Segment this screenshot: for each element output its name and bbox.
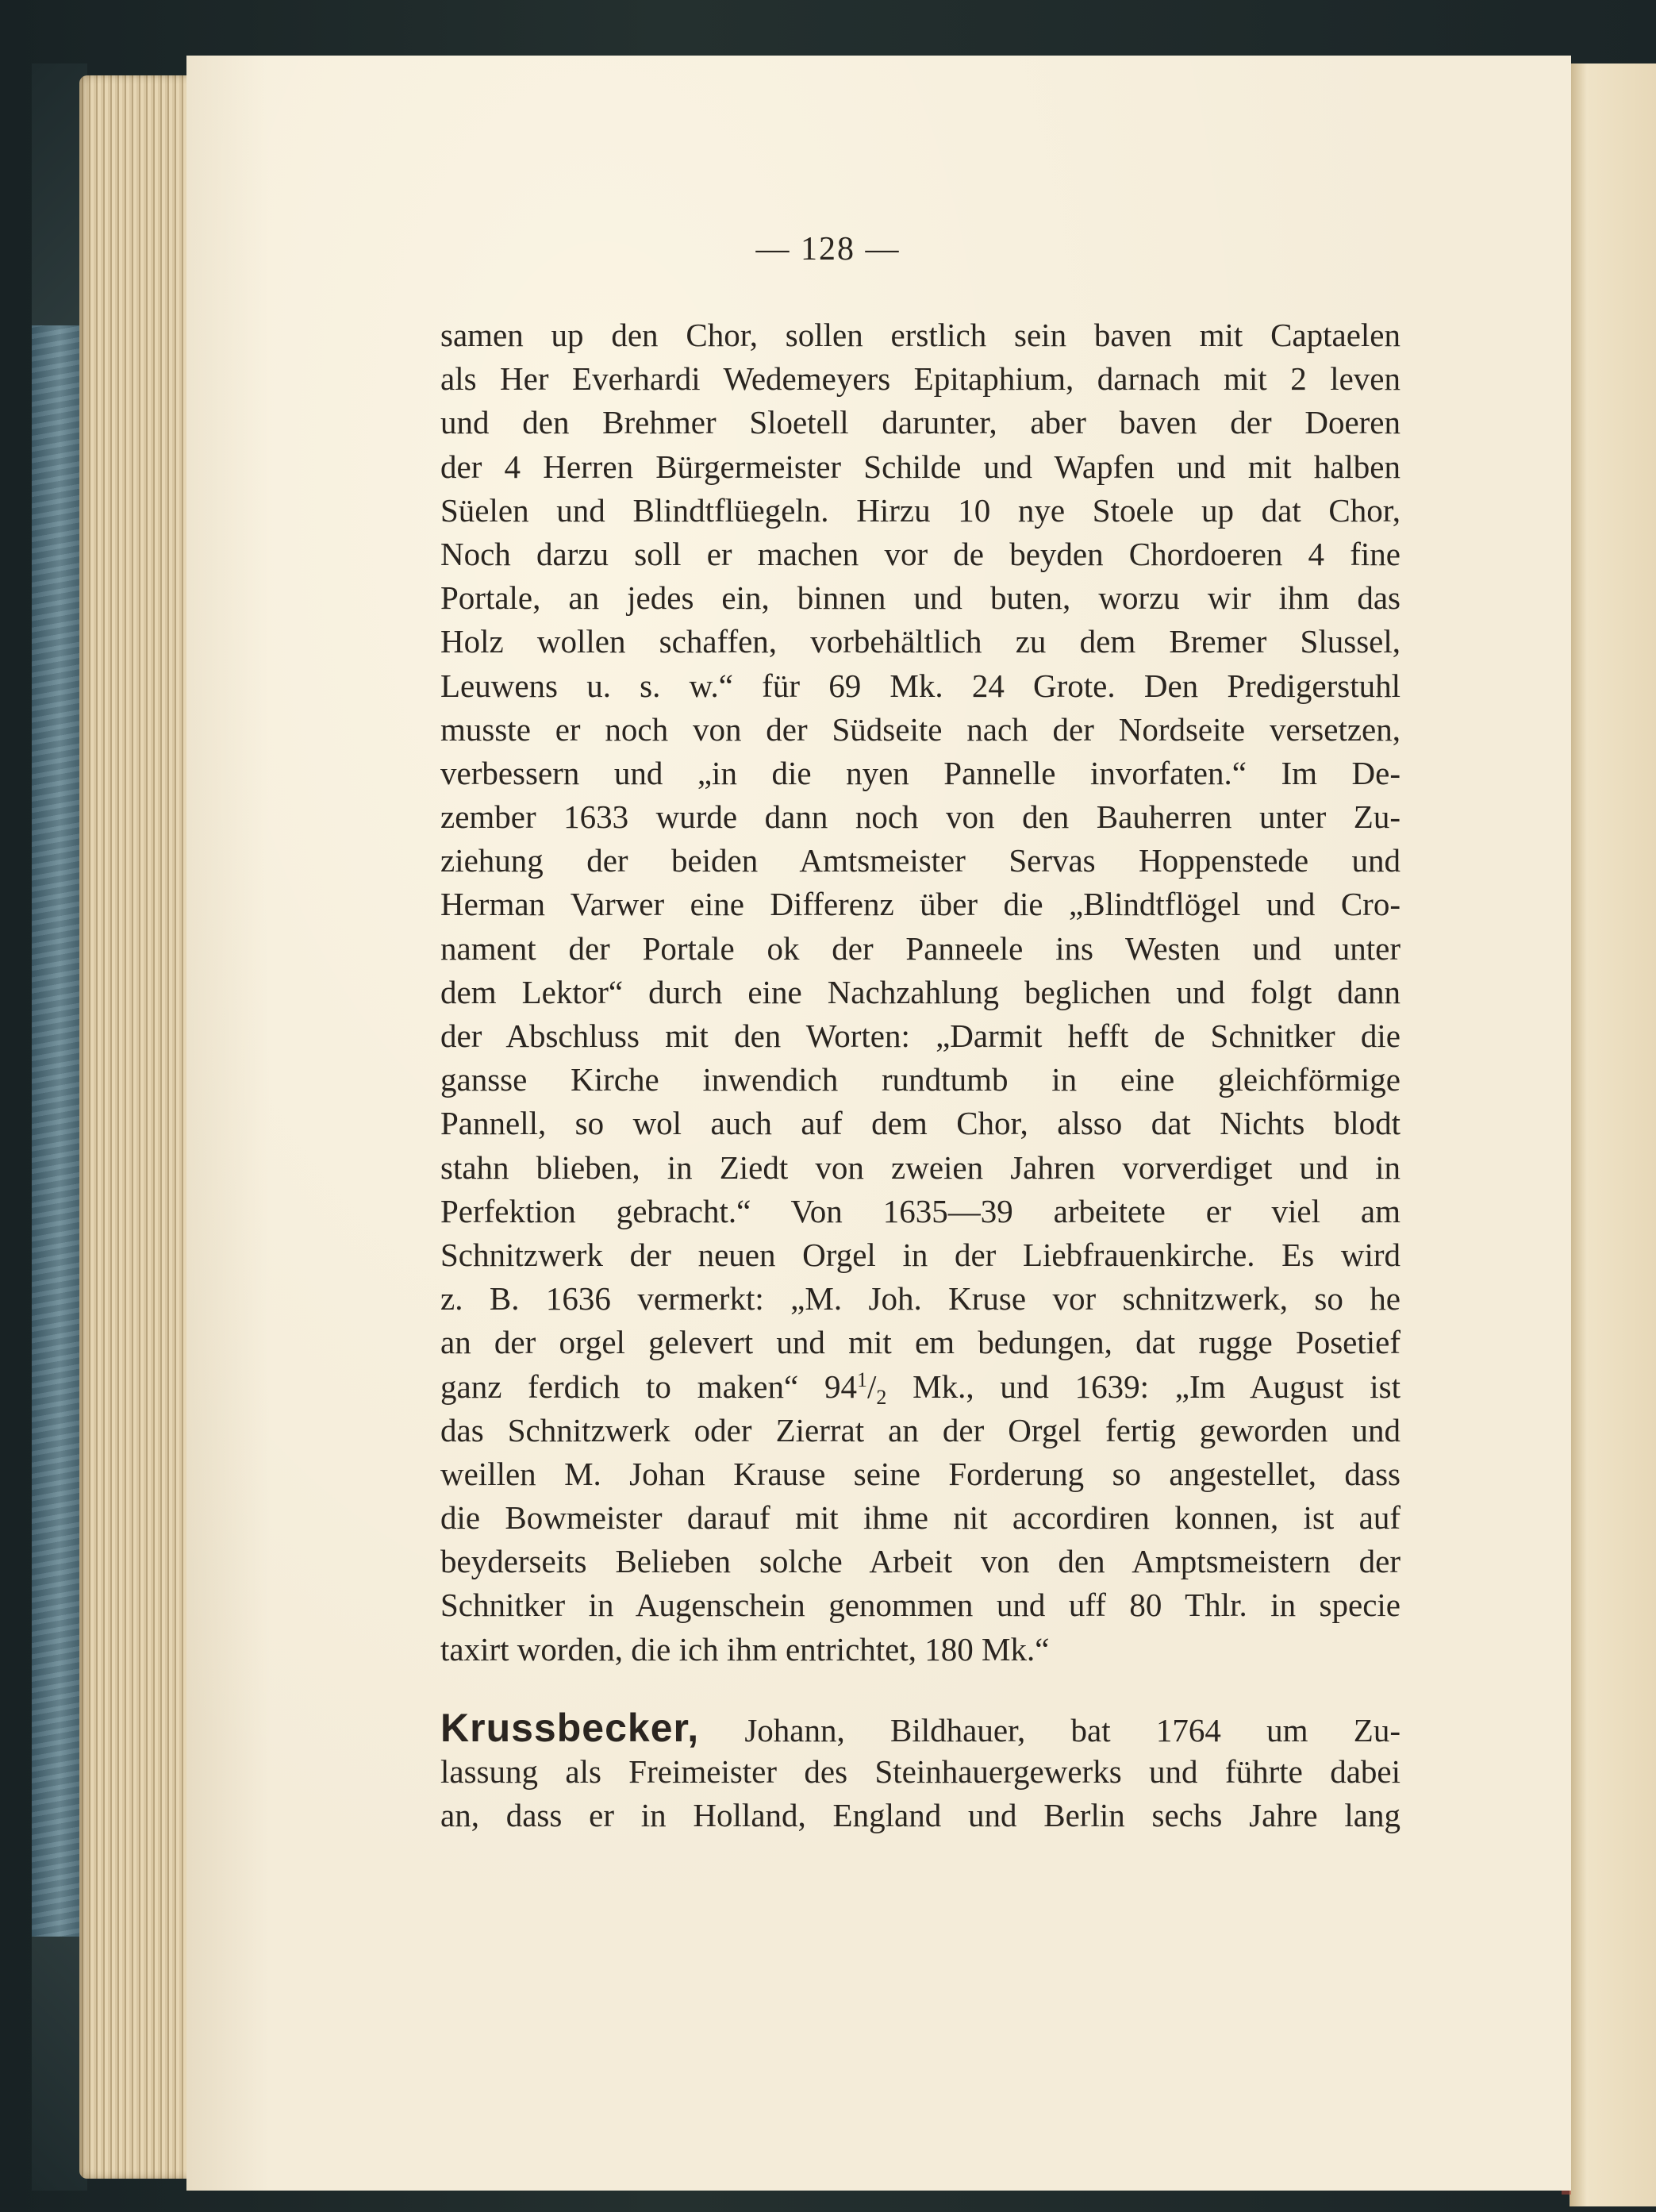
text-line: Süelen und Blindtflüegeln. Hirzu 10 nye Stoele up dat Chor, [440, 491, 1400, 529]
page-edges [79, 75, 190, 2179]
text-line: zember 1633 wurde dann noch von den Bauherren unter Zu- [440, 798, 1400, 836]
text-line: Perfektion gebracht.“ Von 1635—39 arbeitete er viel am [440, 1192, 1400, 1229]
text-line: der Abschluss mit den Worten: „Darmit hefft de Schnitker die [440, 1018, 1400, 1054]
text-line: dem Lektor“ durch eine Nachzahlung beglichen und folgt dann [440, 973, 1400, 1010]
entry-first-line [440, 1706, 1400, 1750]
text-line: Portale, an jedes ein, binnen und buten, worzu wir ihm das [440, 579, 1400, 617]
text-line: und den Brehmer Sloetell darunter, aber baven der Doeren [440, 404, 1400, 441]
text-line: lassung als Freimeister des Steinhauergewerks und führte dabei [440, 1753, 1400, 1791]
entry-first-line-rest: Johann, Bildhauer, bat 1764 um Zu- [699, 1712, 1400, 1748]
text-line: ziehung der beiden Amtsmeister Servas Hoppenstede und [440, 842, 1400, 879]
text-line: Schnitker in Augenschein genommen und uff 80 Thlr. in specie [440, 1587, 1400, 1624]
text-line: stahn blieben, in Ziedt von zweien Jahren vorverdiget und in [440, 1148, 1400, 1186]
text-line: gansse Kirche inwendich rundtumb in eine gleichförmige [440, 1061, 1400, 1098]
text-line: Herman Varwer eine Differenz über die „Blindtflögel und Cro- [440, 886, 1400, 923]
text-line: Noch darzu soll er machen vor de beyden Chordoeren 4 fine [440, 535, 1400, 572]
text-line: Schnitzwerk der neuen Orgel in der Liebfrauenkirche. Es wird [440, 1236, 1400, 1273]
text-line: samen up den Chor, sollen erstlich sein baven mit Captaelen [440, 317, 1400, 353]
text-line: an, dass er in Holland, England und Berlin sechs Jahre lang [440, 1797, 1400, 1834]
entry-headword: Krussbecker, [440, 1706, 700, 1750]
text-line: musste er noch von der Südseite nach der Nordseite versetzen, [440, 710, 1400, 748]
text-line: an der orgel gelevert und mit em bedungen, dat rugge Posetief [440, 1324, 1400, 1361]
text-line: das Schnitzwerk oder Zierrat an der Orgel fertig geworden und [440, 1411, 1400, 1448]
fraction-slash: / [866, 1368, 877, 1405]
text-line: Pannell, so wol auch auf dem Chor, alsso dat Nichts blodt [440, 1105, 1400, 1142]
text-line: verbessern und „in die nyen Pannelle invorfaten.“ Im De- [440, 754, 1400, 791]
text-line: z. B. 1636 vermerkt: „M. Joh. Kruse vor schnitzwerk, so he [440, 1280, 1400, 1318]
fraction-line-after: Mk., und 1639: „Im August ist [886, 1368, 1400, 1405]
next-page-edge [1570, 63, 1656, 2206]
text-line: nament der Portale ok der Panneele ins Westen und unter [440, 929, 1400, 967]
paragraph-2 [440, 1706, 1400, 1838]
page-number: — 128 — [755, 231, 901, 267]
fraction-line-before: ganz ferdich to maken“ 94 [440, 1368, 857, 1405]
text-line: als Her Everhardi Wedemeyers Epitaphium, darnach mit 2 leven [440, 360, 1400, 398]
fraction-numerator: 1 [856, 1368, 867, 1391]
text-line-fraction [440, 1365, 1400, 1409]
text-line: weillen M. Johan Krause seine Forderung so angestellet, dass [440, 1455, 1400, 1492]
paragraph-1 [440, 314, 1400, 1672]
text-line: die Bowmeister darauf mit ihme nit accordiren konnen, ist auf [440, 1499, 1400, 1537]
fraction-denominator: 2 [876, 1385, 887, 1409]
text-line: Holz wollen schaffen, vorbehältlich zu dem Bremer Slussel, [440, 623, 1400, 660]
text-line: taxirt worden, die ich ihm entrichtet, 180 Mk.“ [440, 1630, 1050, 1668]
text-line: beyderseits Belieben solche Arbeit von den Amptsmeistern der [440, 1543, 1400, 1580]
text-line: Leuwens u. s. w.“ für 69 Mk. 24 Grote. Den Predigerstuhl [440, 667, 1400, 704]
text-line: der 4 Herren Bürgermeister Schilde und Wapfen und mit halben [440, 448, 1400, 485]
